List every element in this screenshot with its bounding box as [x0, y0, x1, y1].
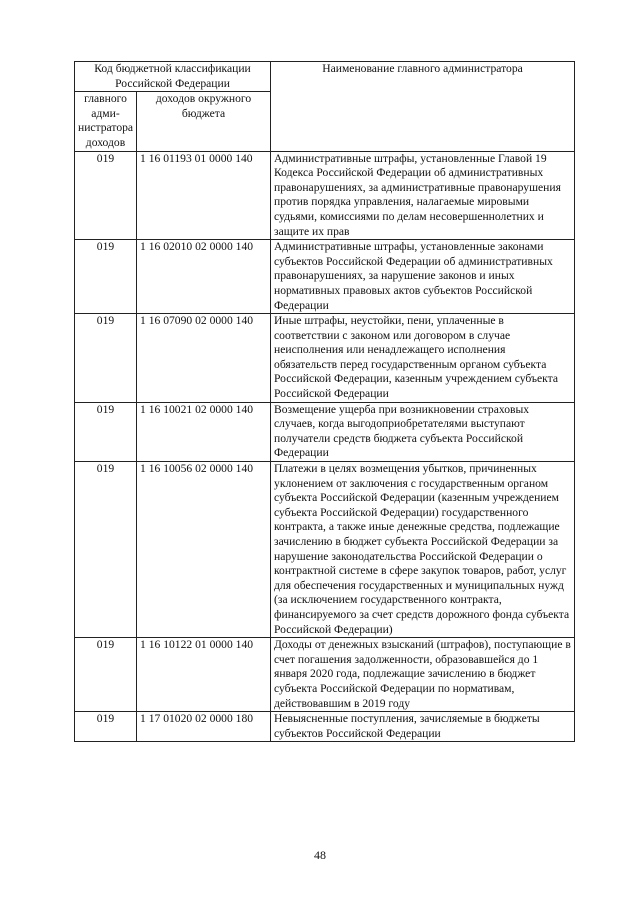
administrator-name-cell: Платежи в целях возмещения убытков, причиненных уклонением от заключения с государственным органом субъекта Российской Федерации (казенным учреждением субъекта Российской Федерации) государственного контракта, а также иные денежные средства, подлежащие зачислению в бюджет субъекта Российской Федерации за нарушение законодательства Российской Федерации о контрактной системе в сфере закупок товаров, работ, услуг для обеспечения государственных и муниципальных нужд (за исключением государственного контракта, финансируемого за счет средств дорожного фонда субъекта Российской Федерации) — [271, 462, 575, 638]
table-row — [75, 462, 575, 638]
table-row — [75, 240, 575, 314]
budget-code-cell: 1 16 07090 02 0000 140 — [137, 314, 271, 403]
table-row — [75, 712, 575, 742]
budget-code-cell: 1 16 10021 02 0000 140 — [137, 402, 271, 461]
admin-code-cell: 019 — [75, 712, 137, 742]
administrator-name-cell: Административные штрафы, установленные законами субъектов Российской Федерации об административных правонарушениях, за нарушение законов и иных нормативных правовых актов субъектов Российской Федерации — [271, 240, 575, 314]
table-header — [75, 62, 575, 152]
main-administrator-code-header: главного адми-нистратора доходов — [75, 92, 137, 151]
administrator-name-cell: Возмещение ущерба при возникновении страховых случаев, когда выгодоприобретателями выступают получатели средств бюджета субъекта Российской Федерации — [271, 402, 575, 461]
page-number: 48 — [314, 848, 326, 862]
administrator-name-cell: Доходы от денежных взысканий (штрафов), поступающие в счет погашения задолженности, образовавшейся до 1 января 2020 года, подлежащие зачислению в бюджет субъекта Российской Федерации по нормативам, действовавшим в 2019 году — [271, 638, 575, 712]
admin-code-cell: 019 — [75, 314, 137, 403]
table-row — [75, 314, 575, 403]
budget-code-cell: 1 16 10122 01 0000 140 — [137, 638, 271, 712]
header-row-group — [75, 62, 575, 92]
admin-code-cell: 019 — [75, 151, 137, 240]
budget-classification-table — [74, 61, 575, 742]
table-row — [75, 402, 575, 461]
admin-code-cell: 019 — [75, 462, 137, 638]
budget-code-group-header: Код бюджетной классификации Российской Федерации — [75, 62, 271, 92]
budget-code-cell: 1 16 01193 01 0000 140 — [137, 151, 271, 240]
admin-code-cell: 019 — [75, 638, 137, 712]
administrator-name-cell: Невыясненные поступления, зачисляемые в бюджеты субъектов Российской Федерации — [271, 712, 575, 742]
budget-code-cell: 1 16 10056 02 0000 140 — [137, 462, 271, 638]
table-row — [75, 638, 575, 712]
administrator-name-cell: Иные штрафы, неустойки, пени, уплаченные в соответствии с законом или договором в случае неисполнения или ненадлежащего исполнения обязательств перед государственным органом субъекта Российской Федерации, казенным учреждением субъекта Российской Федерации — [271, 314, 575, 403]
admin-code-cell: 019 — [75, 240, 137, 314]
district-budget-code-header: доходов окружного бюджета — [137, 92, 271, 151]
budget-code-cell: 1 17 01020 02 0000 180 — [137, 712, 271, 742]
administrator-name-header: Наименование главного администратора — [271, 62, 575, 152]
table-row — [75, 151, 575, 240]
budget-code-cell: 1 16 02010 02 0000 140 — [137, 240, 271, 314]
admin-code-cell: 019 — [75, 402, 137, 461]
table-body — [75, 151, 575, 742]
administrator-name-cell: Административные штрафы, установленные Главой 19 Кодекса Российской Федерации об административных правонарушениях, за административные правонарушения против порядка управления, налагаемые мировыми судьями, комиссиями по делам несовершеннолетних и защите их прав — [271, 151, 575, 240]
